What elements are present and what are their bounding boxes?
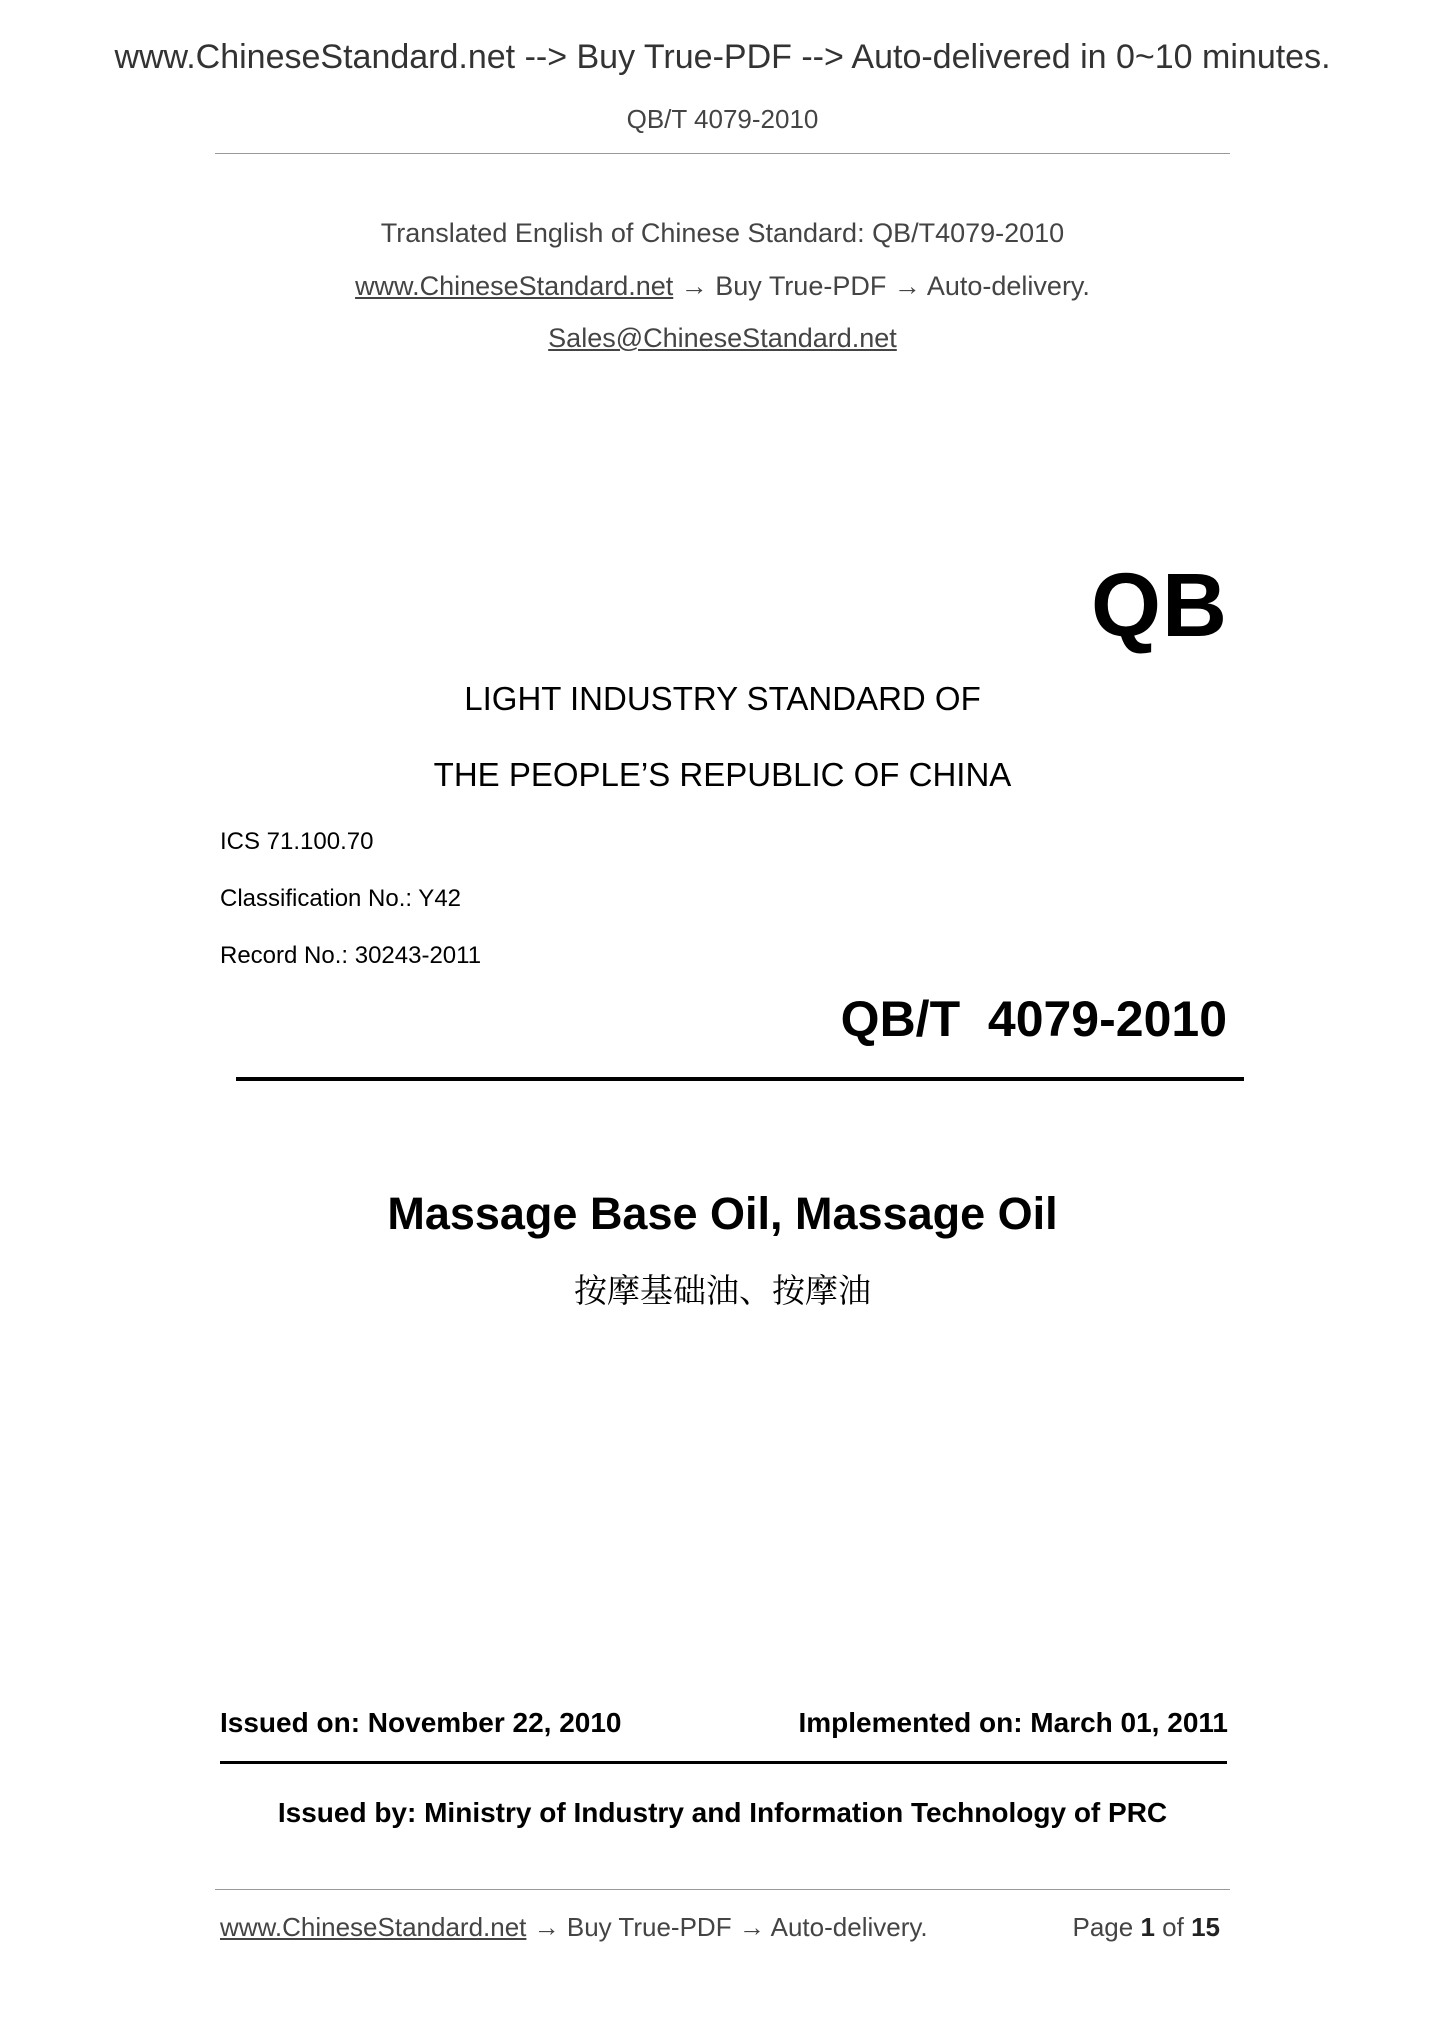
translated-line: Translated English of Chinese Standard: QB/T4079-2010 xyxy=(380,218,1065,248)
arrow-icon: → xyxy=(533,1912,560,1942)
footer-buy-text: Buy True-PDF xyxy=(566,1912,732,1942)
auto-delivery-text: Auto-delivery. xyxy=(926,271,1090,301)
footer-divider xyxy=(215,1889,1230,1890)
classification-number: Classification No.: Y42 xyxy=(220,885,462,912)
arrow-icon: → xyxy=(680,271,708,301)
top-banner: www.ChineseStandard.net --> Buy True-PDF --> Auto-delivered in 0~10 minutes. xyxy=(114,38,1331,76)
header-divider xyxy=(215,153,1230,154)
site-link[interactable]: www.ChineseStandard.net xyxy=(355,271,674,301)
document-title-cn: 按摩基础油、按摩油 xyxy=(574,1272,871,1309)
issuing-authority: Issued by: Ministry of Industry and Information Technology of PRC xyxy=(277,1797,1168,1828)
buy-text: Buy True-PDF xyxy=(715,271,887,301)
standard-heading-line1: LIGHT INDUSTRY STANDARD OF xyxy=(464,680,981,717)
title-divider xyxy=(236,1077,1244,1081)
record-number: Record No.: 30243-2011 xyxy=(220,942,482,969)
footer-auto-text: Auto-delivery. xyxy=(770,1912,928,1942)
document-title-en: Massage Base Oil, Massage Oil xyxy=(387,1188,1058,1239)
footer-site-link[interactable]: www.ChineseStandard.net xyxy=(220,1912,527,1942)
footer-links xyxy=(220,1912,928,1943)
running-header: QB/T 4079-2010 xyxy=(626,104,819,134)
standard-heading-line2: THE PEOPLE’S REPUBLIC OF CHINA xyxy=(433,756,1012,793)
qb-logo-text: QB xyxy=(1091,556,1228,656)
page-number: 1 xyxy=(1140,1912,1155,1942)
arrow-icon: → xyxy=(738,1912,765,1942)
sales-email-link[interactable]: Sales@ChineseStandard.net xyxy=(548,323,897,353)
purchase-links xyxy=(0,271,1445,302)
page-total: 15 xyxy=(1191,1912,1220,1942)
issued-on-date: Issued on: November 22, 2010 xyxy=(220,1707,622,1738)
dates-divider xyxy=(220,1761,1227,1764)
implemented-on-date: Implemented on: March 01, 2011 xyxy=(798,1707,1228,1738)
of-word: of xyxy=(1162,1912,1184,1942)
page-word: Page xyxy=(1072,1912,1134,1942)
arrow-icon: → xyxy=(893,271,921,301)
page-indicator xyxy=(1072,1912,1220,1943)
sales-line xyxy=(0,323,1445,354)
ics-code: ICS 71.100.70 xyxy=(220,828,374,855)
standard-number: QB/T 4079-2010 xyxy=(840,991,1227,1047)
